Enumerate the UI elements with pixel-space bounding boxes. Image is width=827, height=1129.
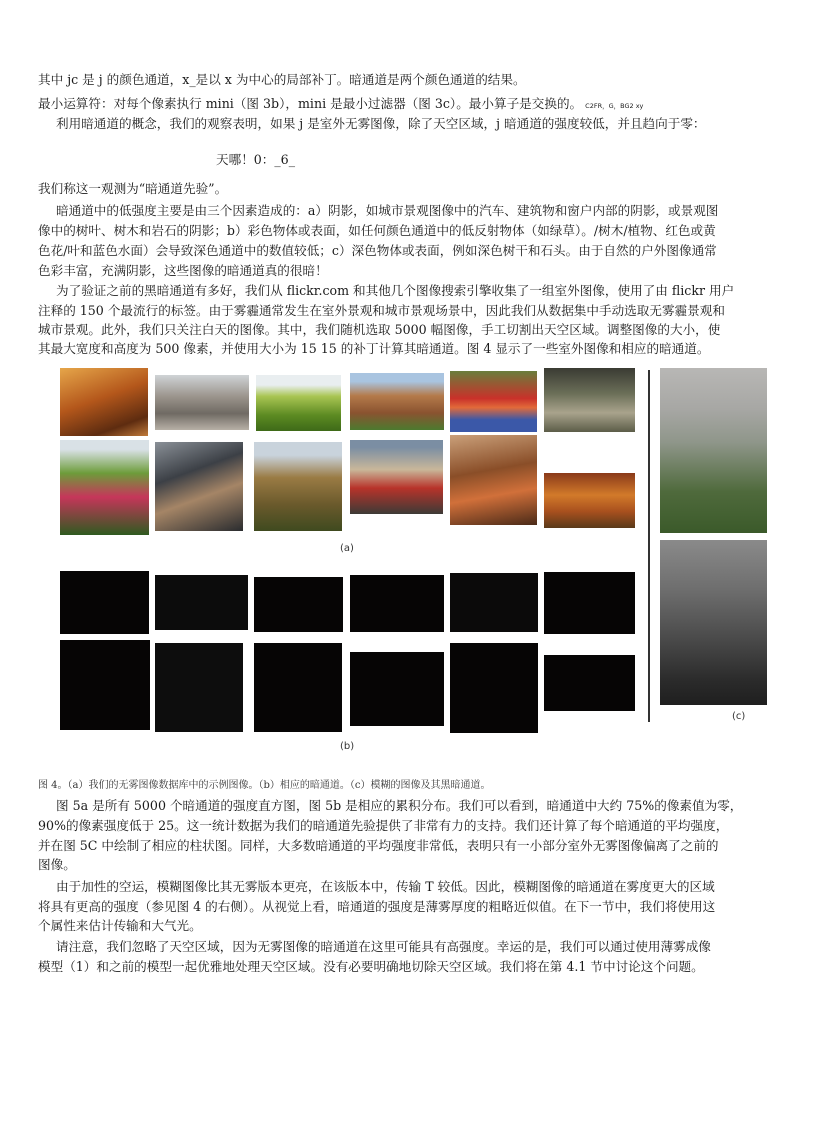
dark-channel-9 bbox=[254, 643, 342, 732]
hazy-image bbox=[660, 368, 767, 533]
label-a: (a) bbox=[340, 543, 354, 554]
text-span: 最小运算符：对每个像素执行 mini（图 3b），mini 是最小过滤器（图 3c）。最小算子是交换的。 bbox=[38, 96, 583, 111]
dark-channel-7 bbox=[60, 640, 150, 730]
text-line: 暗通道中的低强度主要是由三个因素造成的：a）阴影，如城市景观图像中的汽车、建筑物和窗户内部的阴影，或景观图 bbox=[56, 203, 719, 218]
sample-image-skyscrapers bbox=[155, 442, 243, 531]
hazy-dark-channel bbox=[660, 540, 767, 705]
equation: 天哪！0：_6_ bbox=[216, 152, 295, 167]
sample-image-city-street bbox=[155, 375, 249, 430]
text-line: 图像。 bbox=[38, 857, 76, 872]
figure-4 bbox=[60, 365, 767, 765]
text-line: 其中 jc 是 j 的颜色通道，x_是以 x 为中心的局部补丁。暗通道是两个颜色通道的结果。 bbox=[38, 72, 526, 87]
text-line: 图 5a 是所有 5000 个暗通道的强度直方图，图 5b 是相应的累积分布。我们可以看到，暗通道中大约 75%的像素值为零， bbox=[56, 798, 743, 813]
sample-image-autumn-trees bbox=[544, 473, 635, 528]
sample-image-rooftops bbox=[450, 435, 537, 525]
dark-channel-6 bbox=[544, 572, 635, 634]
text-line: 像中的树叶、树木和岩石的阴影；b）彩色物体或表面，如任何颜色通道中的低反射物体（如绿草）。/树木/植物、红色或黄 bbox=[38, 223, 716, 238]
sample-image-flower-garden bbox=[60, 440, 149, 535]
text-line: 城市景观。此外，我们只关注白天的图像。其中，我们随机选取 5000 幅图像，手工切割出天空区域。调整图像的大小，使 bbox=[38, 322, 721, 337]
dark-channel-1 bbox=[60, 571, 149, 634]
dark-channel-8 bbox=[155, 643, 243, 732]
text-line: 我们称这一观测为“暗通道先验”。 bbox=[38, 181, 228, 196]
text-line: 请注意，我们忽略了天空区域，因为无雾图像的暗通道在这里可能具有高强度。幸运的是，我们可以通过使用薄雾成像 bbox=[56, 939, 711, 954]
sample-image-mountain-valley bbox=[254, 442, 342, 531]
dark-channel-5 bbox=[450, 573, 538, 632]
dark-channel-4 bbox=[350, 575, 444, 632]
label-c: (c) bbox=[732, 711, 746, 722]
text-line: 并在图 5C 中绘制了相应的柱状图。同样，大多数暗通道的平均强度非常低，表明只有一小部分室外无雾图像偏离了之前的 bbox=[38, 838, 719, 853]
sample-image-green-hills bbox=[256, 375, 341, 431]
text-line: 由于加性的空运，模糊图像比其无雾版本更亮，在该版本中，传输 T 较低。因此，模糊图像的暗通道在雾度更大的区域 bbox=[56, 879, 715, 894]
text-line: 将具有更高的强度（参见图 4 的右侧）。从视觉上看，暗通道的强度是薄雾厚度的粗略近似值。在下一节中，我们将使用这 bbox=[38, 899, 716, 914]
sample-image-tulips bbox=[450, 371, 537, 432]
sample-image-cable-car bbox=[350, 440, 443, 514]
sample-image-church bbox=[350, 373, 444, 430]
dark-channel-2 bbox=[155, 575, 248, 630]
text-line bbox=[38, 94, 789, 116]
text-line: 色花/叶和蓝色水面）会导致深色通道中的数值较低；c）深色物体或表面，例如深色树干和石头。由于自然的户外图像通常 bbox=[38, 243, 717, 258]
text-line: 其最大宽度和高度为 500 像素，并使用大小为 15 15 的补丁计算其暗通道。图 4 显示了一些室外图像和相应的暗通道。 bbox=[38, 341, 710, 356]
text-line: 90%的像素强度低于 25。这一统计数据为我们的暗通道先验提供了非常有力的支持。我们还计算了每个暗通道的平均强度， bbox=[38, 818, 729, 833]
text-line: 色彩丰富，充满阴影，这些图像的暗通道真的很暗！ bbox=[38, 263, 328, 278]
sample-image-autumn-forest bbox=[60, 368, 148, 436]
text-line: 利用暗通道的概念，我们的观察表明，如果 j 是室外无雾图像，除了天空区域，j 暗通道的强度较低，并且趋向于零： bbox=[56, 116, 706, 131]
text-line: 注释的 150 个最流行的标签。由于雾霾通常发生在室外景观和城市景观场景中，因此我们从数据集中手动选取无雾霾景观和 bbox=[38, 303, 725, 318]
dark-channel-12 bbox=[544, 655, 635, 711]
label-b: (b) bbox=[340, 741, 355, 752]
text-line: 为了验证之前的黑暗通道有多好，我们从 flickr.com 和其他几个图像搜索引擎收集了一组室外图像，使用了由 flickr 用户 bbox=[56, 283, 735, 298]
text-line: 个属性来估计传输和大气光。 bbox=[38, 918, 202, 933]
sample-image-stone-town bbox=[544, 368, 635, 432]
text-line: 模型（1）和之前的模型一起优雅地处理天空区域。没有必要明确地切除天空区域。我们将在第 4.1 节中讨论这个问题。 bbox=[38, 959, 704, 974]
dark-channel-10 bbox=[350, 652, 444, 726]
figure-separator bbox=[648, 370, 650, 722]
dark-channel-11 bbox=[450, 643, 538, 733]
inline-formula: C2FR，G，BG2 xy bbox=[585, 102, 644, 110]
dark-channel-3 bbox=[254, 577, 343, 632]
figure-caption: 图 4。（a）我们的无雾图像数据库中的示例图像。（b）相应的暗通道。（c）模糊的图像及其黑暗通道。 bbox=[38, 780, 491, 791]
